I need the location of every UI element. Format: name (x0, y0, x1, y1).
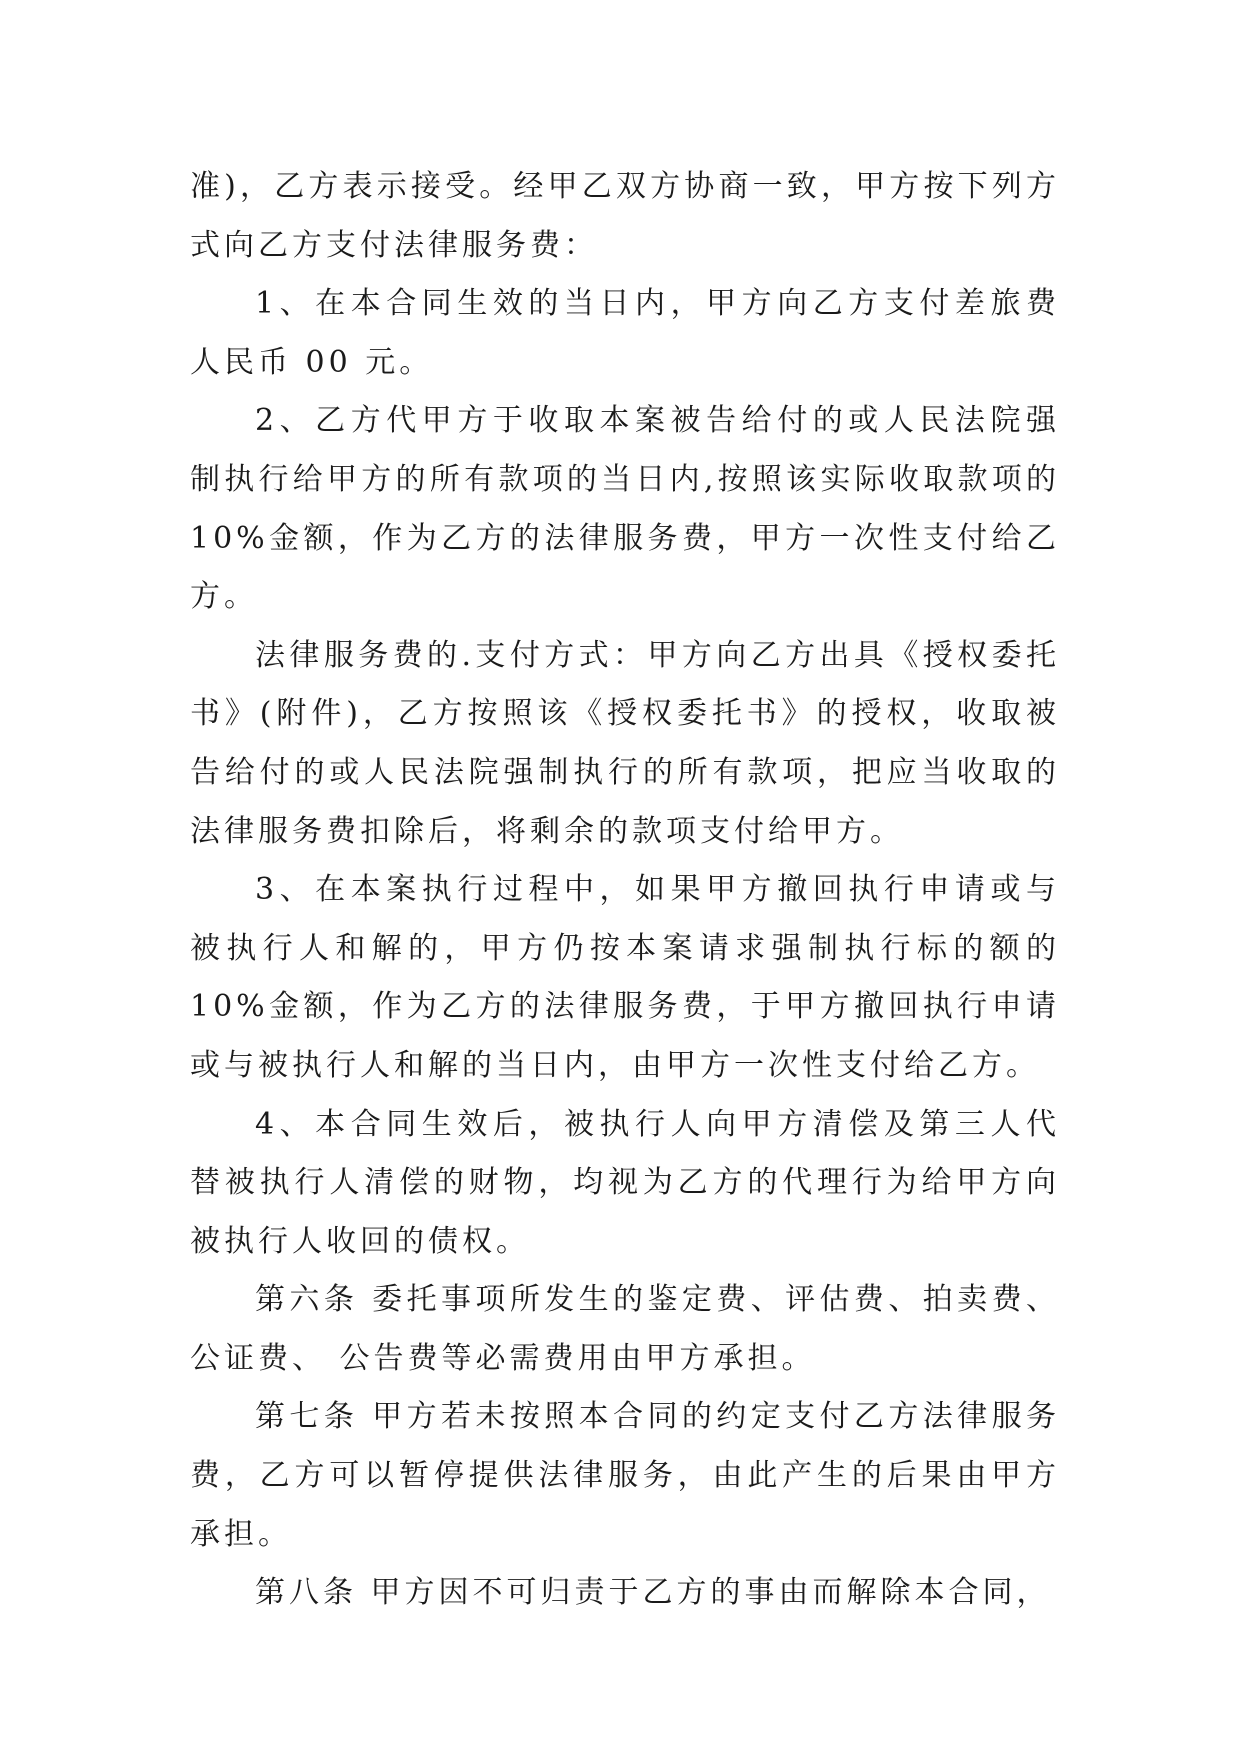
paragraph-clause-2-collection-fee: 2、乙方代甲方于收取本案被告给付的或人民法院强制执行给甲方的所有款项的当日内,按照该实际收取款项的10%金额，作为乙方的法律服务费，甲方一次性支付给乙方。 (190, 403, 1060, 615)
paragraph-payment-intro: 准)，乙方表示接受。经甲乙双方协商一致，甲方按下列方式向乙方支付法律服务费： (190, 169, 1060, 263)
paragraph-clause-1-travel-fee: 1、在本合同生效的当日内，甲方向乙方支付差旅费人民币 00 元。 (190, 286, 1060, 380)
document-body (190, 158, 1060, 1623)
paragraph-article-7: 第七条 甲方若未按照本合同的约定支付乙方法律服务费，乙方可以暂停提供法律服务，由此产生的后果由甲方承担。 (190, 1399, 1060, 1552)
paragraph-clause-4-recovery: 4、本合同生效后，被执行人向甲方清偿及第三人代替被执行人清偿的财物，均视为乙方的代理行为给甲方向被执行人收回的债权。 (190, 1106, 1060, 1259)
paragraph-payment-method: 法律服务费的.支付方式：甲方向乙方出具《授权委托书》(附件)，乙方按照该《授权委托书》的授权，收取被告给付的或人民法院强制执行的所有款项，把应当收取的法律服务费扣除后，将剩余的款项支付给甲方。 (190, 637, 1060, 849)
paragraph-clause-3-withdrawal: 3、在本案执行过程中，如果甲方撤回执行申请或与被执行人和解的，甲方仍按本案请求强制执行标的额的10%金额，作为乙方的法律服务费，于甲方撤回执行申请或与被执行人和解的当日内，由甲方一次性支付给乙方。 (190, 872, 1060, 1083)
paragraph-article-8: 第八条 甲方因不可归责于乙方的事由而解除本合同， (255, 1575, 1051, 1611)
paragraph-article-6: 第六条 委托事项所发生的鉴定费、评估费、拍卖费、公证费、 公告费等必需费用由甲方承担。 (190, 1282, 1060, 1376)
